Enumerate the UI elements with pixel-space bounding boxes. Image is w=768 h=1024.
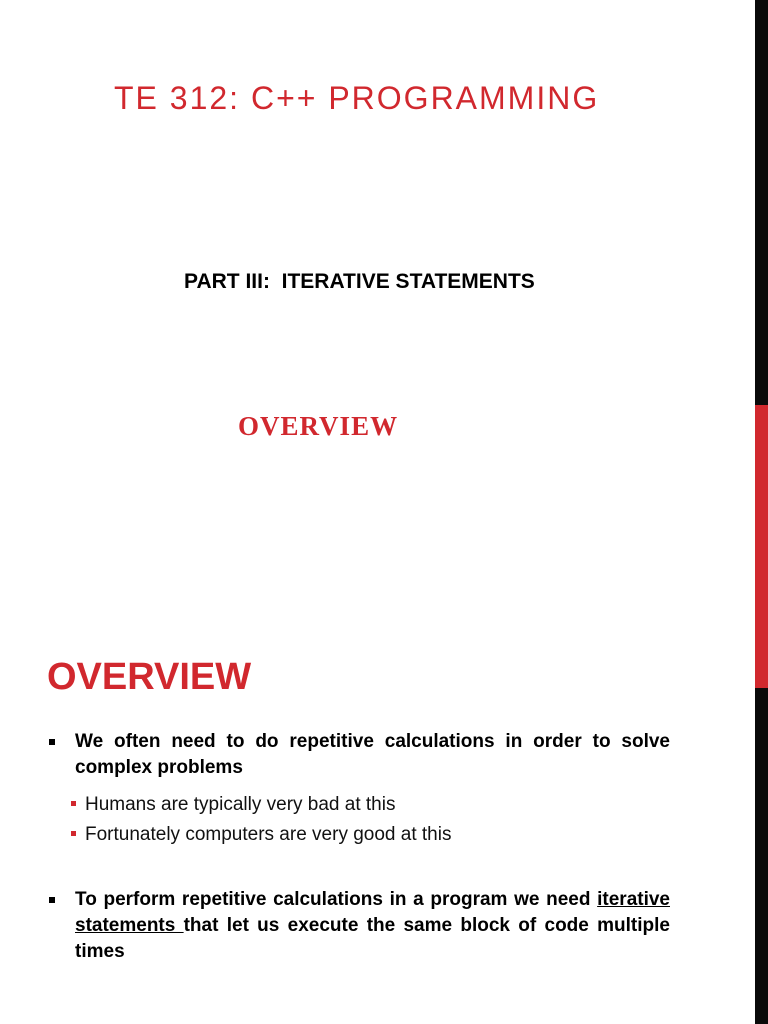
overview-label: OVERVIEW <box>238 411 399 441</box>
sub-bullet-square-icon <box>71 801 76 806</box>
bullet-list <box>47 887 670 965</box>
bullet-underlined-term: iterative statements <box>75 889 670 936</box>
sub-bullet-list <box>69 790 451 850</box>
bullet-text-before: To perform repetitive calculations in a program we need <box>75 889 598 910</box>
sub-bullet-text: Humans are typically very bad at this <box>85 794 396 815</box>
sub-bullet-text: Fortunately computers are very good at this <box>85 824 452 845</box>
bullet-item <box>47 729 670 781</box>
slide-title: TE 312: C++ PROGRAMMING <box>114 80 600 116</box>
sub-bullet-square-icon <box>71 831 76 836</box>
bullet-square-icon <box>49 897 55 903</box>
sub-bullet-item <box>69 790 451 820</box>
bullet-item <box>47 887 670 965</box>
bullet-text-after: that let us execute the same block of code multiple times <box>75 915 670 962</box>
bullet-text: We often need to do repetitive calculations in order to solve complex problems <box>75 731 670 778</box>
bullet-list <box>47 729 670 781</box>
section-heading: OVERVIEW <box>47 656 252 698</box>
sub-bullet-item <box>69 820 451 850</box>
bullet-square-icon <box>49 739 55 745</box>
part-subtitle: PART III: ITERATIVE STATEMENTS <box>184 270 535 293</box>
sidebar-accent <box>755 405 768 688</box>
